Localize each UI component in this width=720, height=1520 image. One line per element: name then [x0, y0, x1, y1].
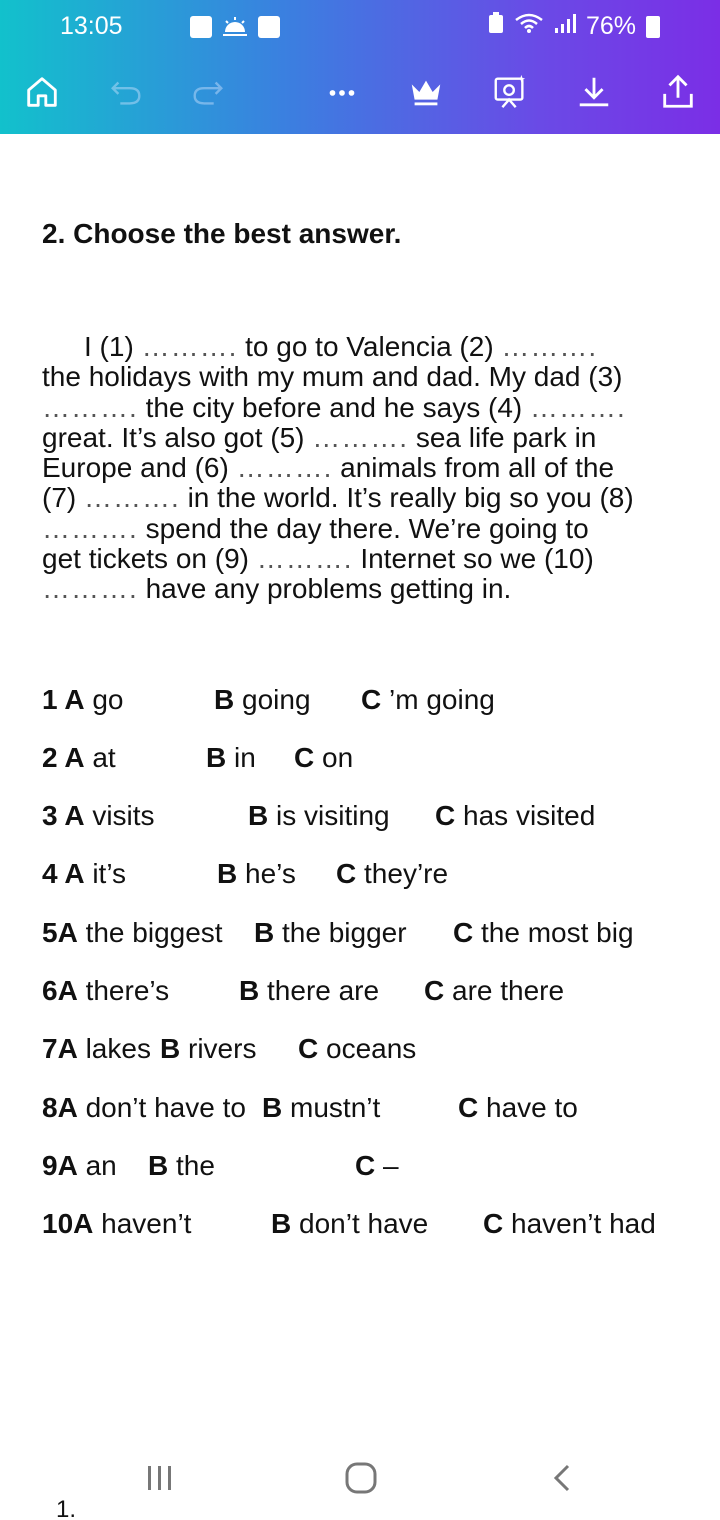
back-icon [548, 1463, 578, 1493]
blank-2: ………. [501, 331, 598, 362]
more-button[interactable] [318, 68, 366, 116]
system-nav-bar [0, 1440, 720, 1520]
passage-line: (7) ………. in the world. It’s really big so you (8) [42, 482, 634, 514]
answer-row-8: 8A don’t have to B mustn’t C have to [42, 1092, 578, 1123]
passage-line: the holidays with my mum and dad. My dad (3) [42, 361, 623, 393]
answer-row-6: 6A there’s B there are C are there [42, 975, 565, 1006]
answer-row-2: 2 A at B in C on [42, 742, 354, 773]
home-circle-icon [344, 1461, 378, 1495]
passage-line: ………. spend the day there. We’re going to [42, 512, 589, 544]
present-button[interactable] [486, 68, 534, 116]
blank-4: ………. [530, 391, 626, 423]
presentation-icon [491, 73, 529, 111]
blank-7: ………. [84, 482, 180, 514]
top-bar [0, 0, 720, 134]
answer-row-7: 7A lakes B rivers C oceans [42, 1033, 417, 1064]
download-icon [575, 73, 613, 111]
passage-line: I (1) ………. to go to Valencia (2) ………. [84, 331, 598, 362]
answer-row-1: 1 A go B going C ’m going [42, 684, 495, 715]
battery-icon [646, 16, 660, 38]
answer-row-5: 5A the biggest B the bigger C the most big [42, 917, 634, 948]
blank-1: ………. [141, 331, 238, 362]
battery-level: 76% [585, 12, 636, 40]
passage-line: Europe and (6) ………. animals from all of the [42, 452, 615, 484]
share-button[interactable] [654, 68, 702, 116]
blank-10: ………. [42, 573, 138, 605]
weather-icon [222, 16, 248, 38]
undo-button[interactable] [102, 68, 150, 116]
battery-saver-icon [488, 12, 504, 41]
blank-3: ………. [42, 391, 138, 423]
blank-6: ………. [236, 452, 333, 484]
exercise-heading: 2. Choose the best answer. [42, 218, 402, 249]
app-notification-icon [258, 16, 280, 38]
recent-apps-button[interactable] [138, 1458, 182, 1498]
status-bar [60, 12, 660, 44]
passage-line: ………. the city before and he says (4) ………. [42, 391, 626, 423]
premium-button[interactable] [402, 68, 450, 116]
home-button[interactable] [18, 68, 66, 116]
blank-8: ………. [42, 512, 138, 544]
gallery-icon [190, 16, 212, 38]
blank-9: ………. [256, 543, 353, 575]
gap-fill-passage [42, 332, 687, 605]
download-button[interactable] [570, 68, 618, 116]
status-time: 13:05 [60, 12, 123, 40]
back-button[interactable] [541, 1458, 585, 1498]
blank-5: ………. [312, 421, 409, 453]
wifi-icon [514, 12, 544, 41]
redo-button[interactable] [184, 68, 232, 116]
recent-apps-icon [145, 1463, 175, 1493]
toolbar [0, 68, 720, 116]
answer-row-10: 10A haven’t B don’t have C haven’t had [42, 1208, 656, 1239]
passage-line: great. It’s also got (5) ………. sea life park in [42, 421, 597, 453]
passage-line: get tickets on (9) ………. Internet so we (10) [42, 543, 594, 575]
home-icon [23, 73, 61, 111]
answer-row-3: 3 A visits B is visiting C has visited [42, 800, 596, 831]
passage-line: ………. have any problems getting in. [42, 573, 512, 605]
signal-icon [554, 12, 576, 41]
page-number: 1. [56, 1496, 77, 1520]
crown-icon [407, 73, 445, 111]
answer-row-9: 9A an B the C – [42, 1150, 399, 1181]
answer-row-4: 4 A it’s B he’s C they’re [42, 858, 449, 889]
redo-icon [189, 73, 227, 111]
more-icon [323, 73, 361, 111]
share-icon [659, 73, 697, 111]
home-nav-button[interactable] [339, 1458, 383, 1498]
undo-icon [107, 73, 145, 111]
